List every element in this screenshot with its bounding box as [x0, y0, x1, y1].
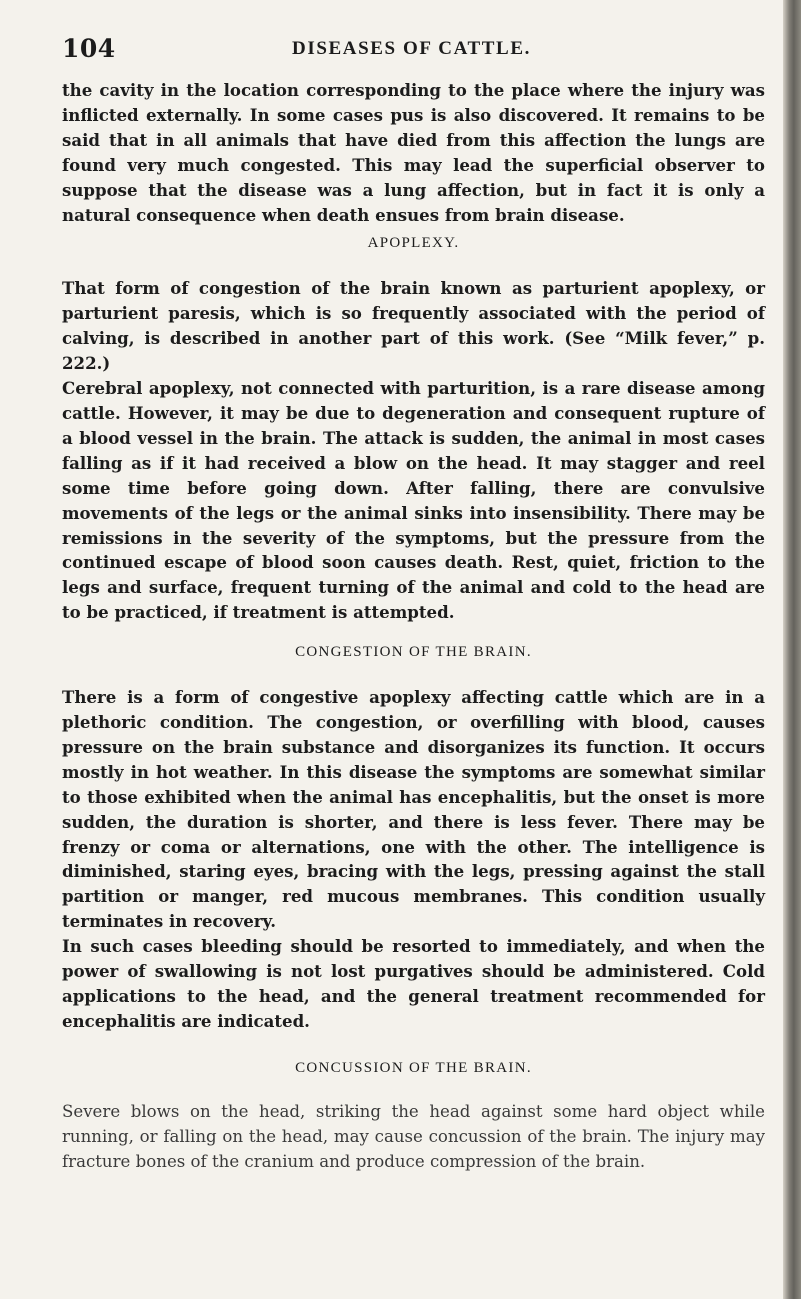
body-text — [62, 78, 765, 1175]
paragraph-cerebral-apoplexy: Cerebral apoplexy, not connected with parturition, is a rare disease among cattle. However, it may be due to degeneration and consequent rupture of a blood vessel in the brain. The attack is sudden, the animal in most cases falling as if it had received a blow on the head. It may stagger and reel some time before going down. After falling, there are convulsive movements of the legs or the animal sinks into insensibility. There may be remissions in the severity of the symptoms, but the pressure from the continued escape of blood soon causes death. Rest, quiet, friction to the legs and surface, frequent turning of the animal and cold to the head are to be practiced, if treatment is attempted. — [62, 378, 765, 623]
paragraph-treatment: In such cases bleeding should be resorted to immediately, and when the power of swallowing is not lost purgatives should be administered. Cold applications to the head, and the general treatment recommended for encephalitis are indicated. — [62, 936, 765, 1031]
running-head — [62, 34, 762, 64]
paragraph-continuation: the cavity in the location corresponding to the place where the injury was inflicted externally. In some cases pus is also discovered. It remains to be said that in all animals that have died from this affection the lungs are found very much congested. This may lead the superficial observer to suppose that the disease was a lung affection, but in fact it is only a natural consequence when death ensues from brain disease. — [62, 80, 765, 225]
section-heading-concussion: CONCUSSION OF THE BRAIN. — [295, 1059, 532, 1076]
paragraph-congestive-apoplexy: There is a form of congestive apoplexy affecting cattle which are in a plethoric condition. The congestion, or overfilling with blood, causes pressure on the brain substance and disorganizes its function. It occurs mostly in hot weather. In this disease the symptoms are somewhat similar to those exhibited when the animal has encephalitis, but the onset is more sudden, the duration is shorter, and there is less fever. There may be frenzy or coma or alternations, one with the other. The intelligence is diminished, staring eyes, bracing with the legs, pressing against the stall partition or manger, red mucous membranes. This condition usually terminates in recovery. — [62, 687, 765, 932]
page-edge-shadow — [783, 0, 801, 1299]
paragraph-parturient-apoplexy: That form of congestion of the brain known as parturient apoplexy, or parturient paresis, which is so frequently associated with the period of calving, is described in another part of this work. (See “Milk fever,” p. 222.) — [62, 278, 765, 374]
section-heading-apoplexy: APOPLEXY. — [367, 235, 460, 252]
paragraph-concussion: Severe blows on the head, striking the head against some hard object while running, or falling on the head, may cause concussion of the brain. The injury may fracture bones of the cranium and produce compression of the brain. — [62, 1101, 765, 1171]
page-number: 104 — [62, 34, 116, 63]
section-heading-congestion: CONGESTION OF THE BRAIN. — [295, 644, 532, 661]
running-title: DISEASES OF CATTLE. — [292, 38, 531, 59]
